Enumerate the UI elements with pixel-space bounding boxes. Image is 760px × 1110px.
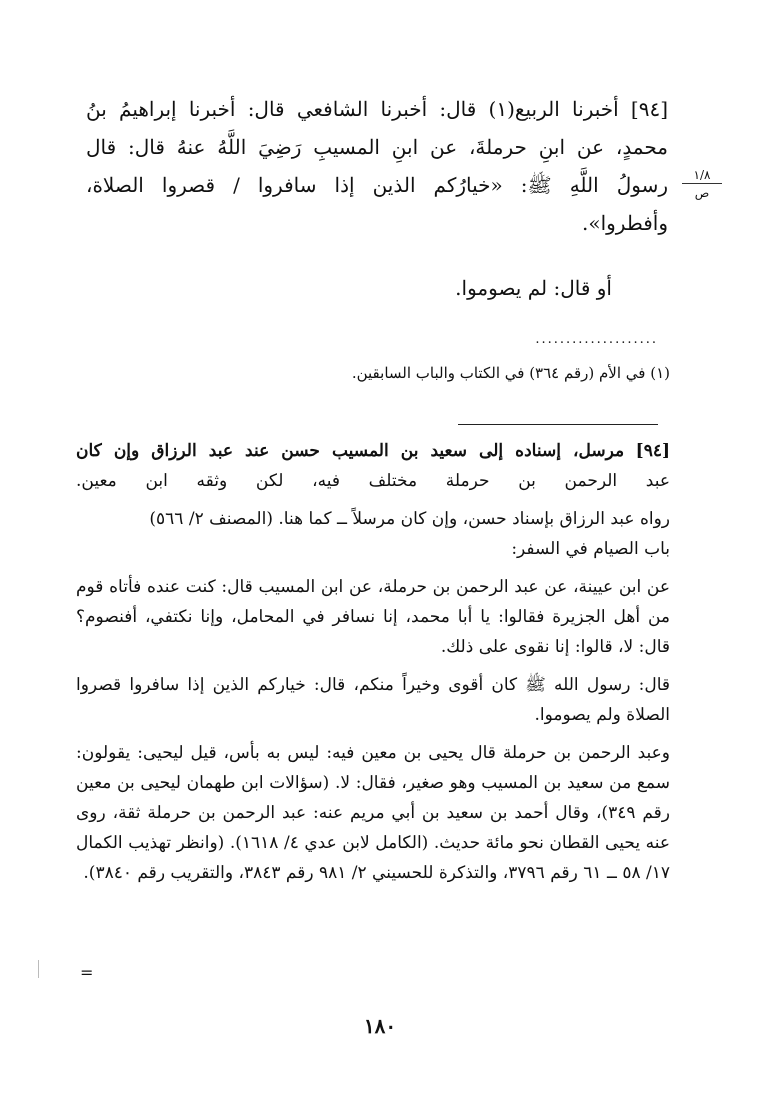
commentary-grading: مرسل، إسناده إلى سعيد بن المسيب حسن عند عبد الرزاق وإن كان xyxy=(76,441,625,461)
commentary-paragraph-3: عن ابن عيينة، عن عبد الرحمن بن حرملة، عن ابن المسيب قال: كنت عنده فأتاه قوم من أهل الجزيرة فقالوا: يا أبا محمد، إنا نسافر في المحامل، وإنا نكتفي، أفنصوم؟ قال: لا، قالوا: إنا نقوى على ذلك. xyxy=(76,577,670,657)
folio-number: ١/٨ xyxy=(693,168,711,182)
hadith-line-2: محمدٍ، عن ابنِ حرملةَ، عن ابنِ المسيبِ رَضِيَ اللَّهُ عنهُ قال: قال xyxy=(86,135,668,159)
folio-side: ص xyxy=(694,186,710,200)
commentary-number: [٩٤] xyxy=(635,441,671,461)
footnote: (١) في الأم (رقم ٣٦٤) في الكتاب والباب السابقين. xyxy=(351,364,670,382)
continuation-mark: = xyxy=(80,963,94,982)
hadith-line-4: وأفطروا». xyxy=(581,211,668,235)
manuscript-folio-note xyxy=(682,168,722,200)
commentary-source: رواه عبد الرزاق بإسناد حسن، وإن كان مرسلاً ــ كما هنا. (المصنف ٢/ ٥٦٦) xyxy=(149,509,670,529)
commentary-separator xyxy=(458,424,658,425)
hadith-line-1: [٩٤] أخبرنا الربيع(١) قال: أخبرنا الشافعي قال: أخبرنا إبراهيمُ بنُ xyxy=(86,97,668,121)
commentary-paragraph-1 xyxy=(76,436,670,496)
hadith-text xyxy=(86,90,668,242)
footnote-dotted-separator: .................... xyxy=(535,332,658,346)
hadith-line-3: رسولُ اللَّهِ ﷺ: «خيارُكم الذين إذا سافروا / قصروا الصلاة، xyxy=(86,173,668,197)
commentary-chapter: باب الصيام في السفر: xyxy=(511,539,670,559)
commentary-paragraph-2 xyxy=(76,504,670,564)
commentary-paragraph-4: قال: رسول الله ﷺ كان أقوى وخيراً منكم، قال: خياركم الذين إذا سافروا قصروا الصلاة ولم يصوموا. xyxy=(76,675,670,725)
hadith-variant-line: أو قال: لم يصوموا. xyxy=(455,276,612,300)
folio-rule xyxy=(682,183,722,184)
commentary-paragraph-5: وعبد الرحمن بن حرملة قال يحيى بن معين فيه: ليس به بأس، قيل ليحيى: يقولون: سمع من سعيد بن المسيب وهو صغير، فقال: لا. (سؤالات ابن طهمان ليحيى بن معين رقم ٣٤٩)، وقال أحمد بن سعيد بن أبي مريم عنه: عبد الرحمن بن حرملة ثقة، روى عنه يحيى القطان نحو مائة حديث. (الكامل لابن عدي ٤/ ١٦١٨). (وانظر تهذيب الكمال ١٧/ ٥٨ ــ ٦١ رقم ٣٧٩٦، والتذكرة للحسيني ٢/ ٩٨١ رقم ٣٨٤٣، والتقريب رقم ٣٨٤٠). xyxy=(76,743,671,883)
commentary xyxy=(76,436,670,896)
commentary-grading-rest: عبد الرحمن بن حرملة مختلف فيه، لكن وثقه ابن معين. xyxy=(76,471,670,491)
margin-rule xyxy=(38,960,39,978)
page-number: ١٨٠ xyxy=(363,1014,397,1038)
